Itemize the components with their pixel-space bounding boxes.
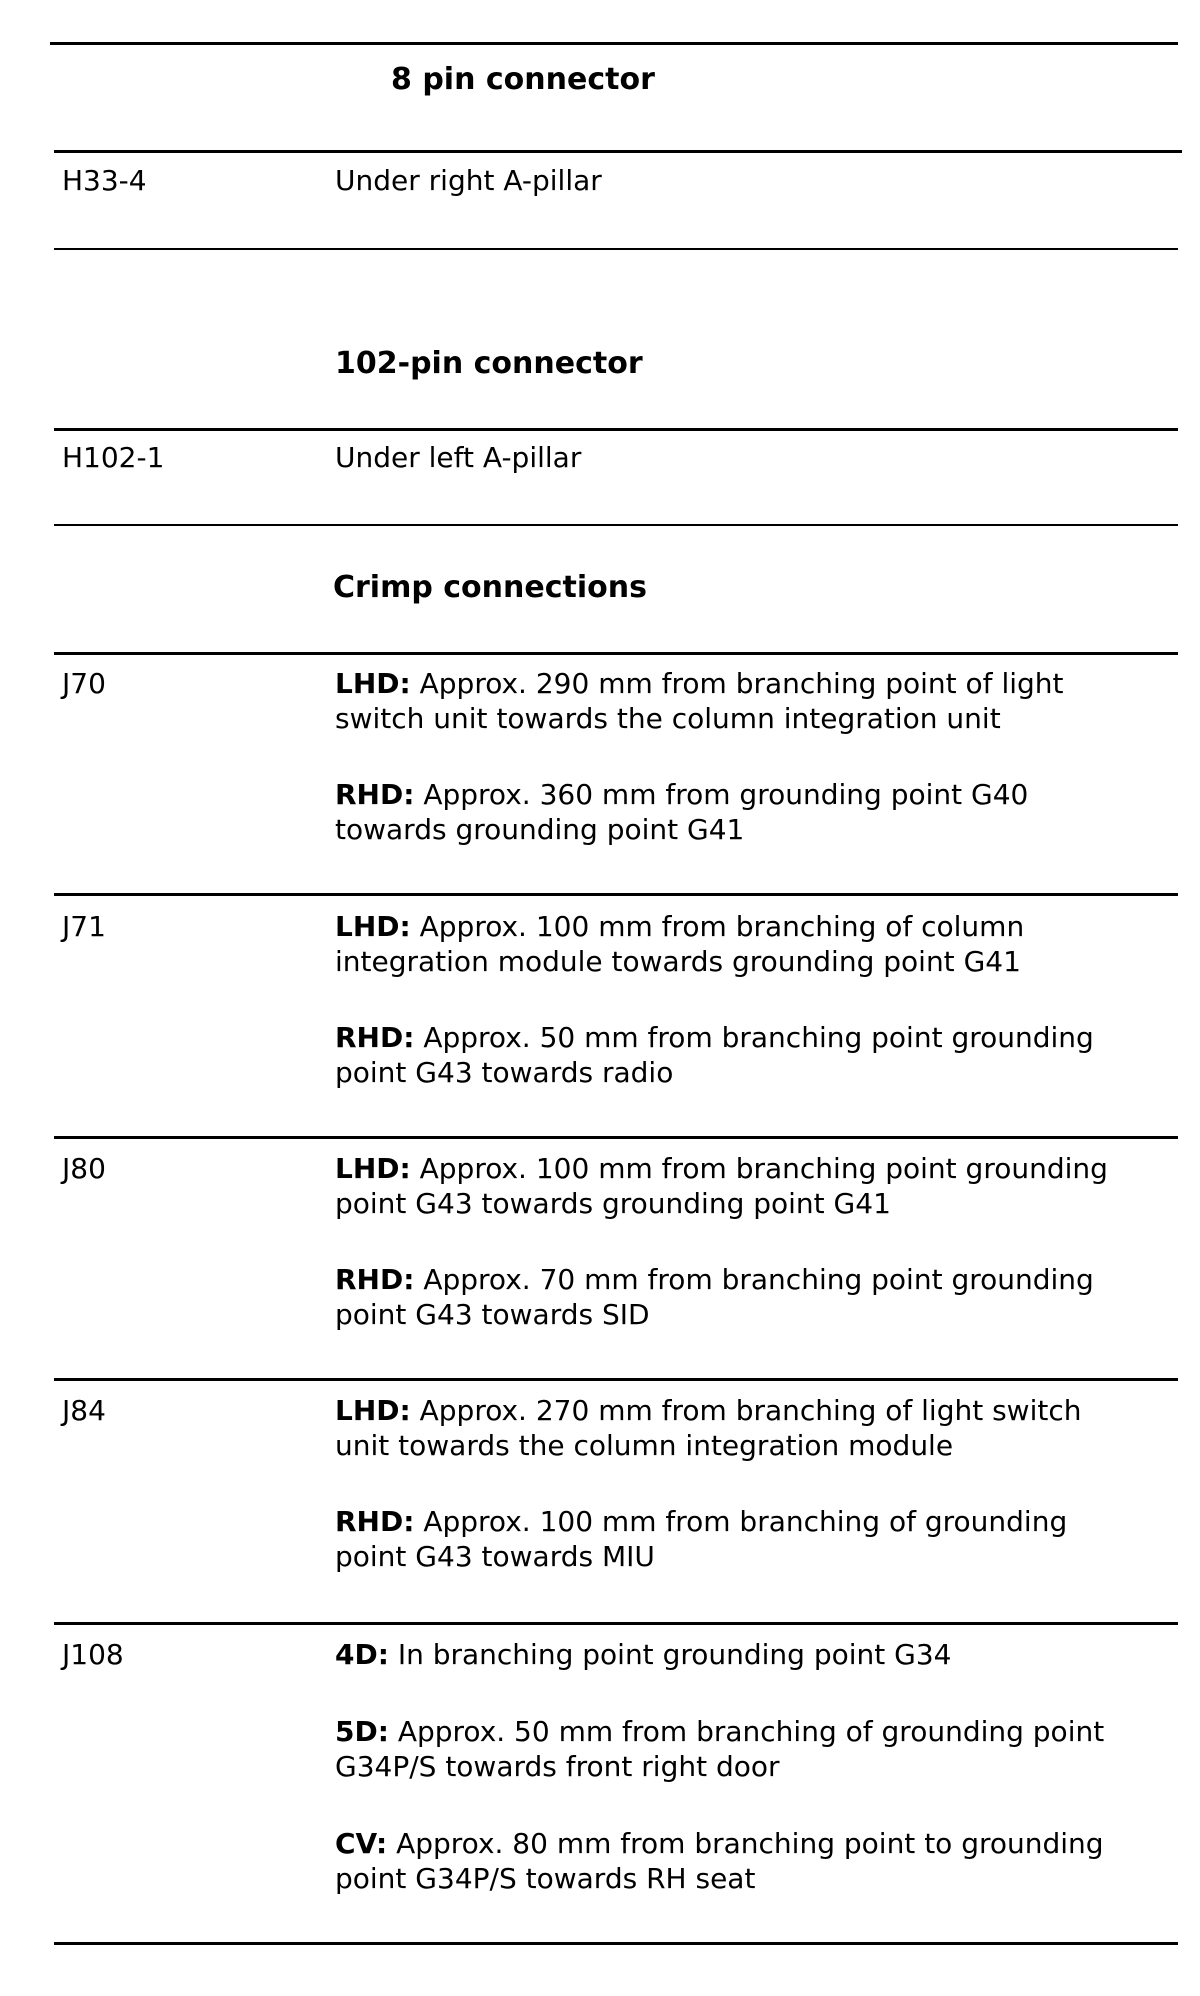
row-code-j108: J108 [62,1638,124,1671]
bottom-rule [54,1942,1178,1945]
prefix-rhd: RHD: [335,1021,415,1054]
rule-after-j80 [54,1378,1178,1381]
desc-line: Approx. 50 mm from branching of grounding point [388,1715,1105,1748]
prefix-5d: 5D: [335,1715,389,1748]
desc-line: Approx. 360 mm from grounding point G40 [414,778,1029,811]
rule-after-8pin-heading [54,150,1182,153]
section-heading-crimp: Crimp connections [333,570,647,605]
rule-after-j84 [54,1622,1178,1625]
desc-line: In branching point grounding point G34 [388,1638,952,1671]
desc-line: Approx. 80 mm from branching point to grounding [387,1827,1104,1860]
row-code-j70: J70 [62,667,106,700]
desc-line: integration module towards grounding point G41 [335,945,1021,978]
row-desc-j70-rhd [335,777,1028,847]
row-desc-j80-lhd [335,1151,1108,1221]
prefix-lhd: LHD: [335,667,411,700]
row-desc-j84-lhd [335,1393,1081,1463]
row-code-j84: J84 [62,1394,106,1427]
row-desc-j108-cv [335,1826,1104,1896]
prefix-rhd: RHD: [335,1505,415,1538]
desc-line: Approx. 290 mm from branching point of light [410,667,1064,700]
row-desc-j108-5d [335,1714,1104,1784]
rule-after-h33 [54,248,1178,250]
rule-after-crimp-heading [54,652,1178,655]
prefix-lhd: LHD: [335,1394,411,1427]
rule-after-j70 [54,893,1178,896]
prefix-lhd: LHD: [335,910,411,943]
desc-line: Approx. 100 mm from branching of column [410,910,1025,943]
row-desc-h33-4: Under right A-pillar [335,164,602,197]
prefix-rhd: RHD: [335,1263,415,1296]
row-code-h33-4: H33-4 [62,164,147,197]
desc-line: switch unit towards the column integration unit [335,702,1001,735]
row-desc-h102-1: Under left A-pillar [335,441,582,474]
desc-line: Approx. 100 mm from branching point grounding [410,1152,1108,1185]
prefix-cv: CV: [335,1827,388,1860]
desc-line: point G43 towards MIU [335,1540,655,1573]
desc-line: Approx. 100 mm from branching of grounding [414,1505,1068,1538]
top-rule [50,42,1178,45]
row-code-j80: J80 [62,1152,106,1185]
desc-line: unit towards the column integration module [335,1429,954,1462]
desc-line: point G43 towards radio [335,1056,674,1089]
desc-line: Approx. 270 mm from branching of light switch [410,1394,1082,1427]
desc-line: Approx. 70 mm from branching point grounding [414,1263,1094,1296]
rule-after-102pin-heading [54,428,1178,431]
row-code-h102-1: H102-1 [62,441,165,474]
row-desc-j71-rhd [335,1020,1094,1090]
desc-line: point G43 towards SID [335,1298,650,1331]
row-desc-j80-rhd [335,1262,1094,1332]
desc-line: point G34P/S towards RH seat [335,1862,756,1895]
desc-line: towards grounding point G41 [335,813,745,846]
desc-line: point G43 towards grounding point G41 [335,1187,891,1220]
section-heading-102pin: 102-pin connector [335,346,643,381]
rule-after-j71 [54,1136,1178,1139]
row-desc-j71-lhd [335,909,1024,979]
row-desc-j84-rhd [335,1504,1067,1574]
prefix-rhd: RHD: [335,778,415,811]
row-code-j71: J71 [62,910,106,943]
row-desc-j70-lhd [335,666,1064,736]
prefix-4d: 4D: [335,1638,389,1671]
rule-after-h102 [54,524,1178,526]
prefix-lhd: LHD: [335,1152,411,1185]
desc-line: Approx. 50 mm from branching point grounding [414,1021,1094,1054]
row-desc-j108-4d [335,1637,951,1672]
desc-line: G34P/S towards front right door [335,1750,780,1783]
section-heading-8pin: 8 pin connector [391,62,655,97]
